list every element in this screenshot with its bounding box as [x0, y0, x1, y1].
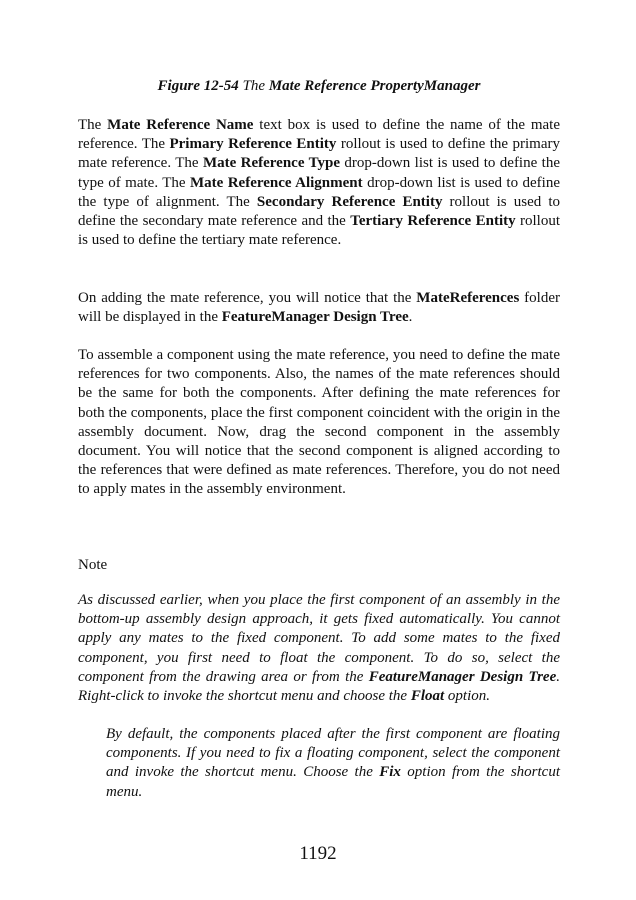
paragraph-assemble-component: To assemble a component using the mate reference, you need to define the mate references for two components. Also, the names of the mate references should be the same for both the components. After defining the mate references for both the components, place the first component coincident with the origin in the assembly document. Now, drag the second component in the assembly document. You will notice that the second component is aligned according to the references that were defined as mate references. Therefore, you do not need to apply mates in the assembly environment. [78, 347, 560, 498]
text-run: option. [444, 688, 491, 705]
text-run: rollout is used to define the tertiary mate reference. [78, 213, 560, 249]
bold-term: Mate Reference Name [107, 117, 254, 133]
bold-term: MateReferences [416, 290, 520, 306]
bold-term: Tertiary Reference Entity [350, 213, 516, 230]
bold-term: Fix [379, 764, 401, 781]
paragraph-mate-reference-fields [78, 116, 560, 250]
bold-term: FeatureManager Design Tree [221, 309, 409, 326]
bold-term: Float [410, 688, 445, 705]
text-run: By default, the components placed after the first component are floating components. If you need to fix a floating component, select the component and invoke the shortcut menu. Choose the [106, 726, 560, 781]
page-number: 1192 [299, 843, 337, 864]
text-run: As discussed earlier, when you place the first component of an assembly in the bottom-up assembly design approach, it gets fixed automatically. You cannot apply any mates to the fixed component. To add some mates to the fixed component, you first need to float the component. To do so, select the component from the drawing area or from the [78, 592, 560, 685]
note-paragraph-float [78, 591, 560, 706]
text-run: drop-down list is used to define the type of mate. The [78, 155, 560, 191]
text-run: text box is used to define the name of the mate reference. The [78, 117, 560, 153]
paragraph-mate-references-folder [78, 289, 560, 327]
text-run: folder will be displayed in the [78, 290, 560, 326]
text-run: . Right-click to invoke the shortcut menu and choose the [78, 668, 560, 705]
text-run: rollout is used to define the primary mate reference. The [78, 136, 561, 172]
bold-term: Mate Reference Type [202, 155, 341, 172]
note-label: Note [78, 557, 108, 573]
text-run: . [408, 309, 413, 326]
figure-number: Figure 12-54 [157, 78, 239, 94]
figure-caption [78, 76, 560, 96]
text-run: On adding the mate reference, you will notice that the [78, 290, 417, 306]
caption-connector: The [238, 78, 269, 94]
bold-term: Primary Reference Entity [169, 136, 337, 153]
bold-term: FeatureManager Design Tree [368, 668, 557, 685]
note-paragraph-fix [106, 725, 560, 802]
text-run: The [78, 117, 108, 133]
bold-term: Secondary Reference Entity [256, 193, 443, 210]
text-run: rollout is used to define the secondary mate reference and the [78, 193, 560, 230]
bold-term: Mate Reference Alignment [189, 174, 363, 191]
text-run: drop-down list is used to define the type of alignment. The [78, 174, 561, 210]
text-run: option from the shortcut menu. [106, 764, 561, 800]
figure-title: Mate Reference PropertyManager [268, 78, 481, 94]
